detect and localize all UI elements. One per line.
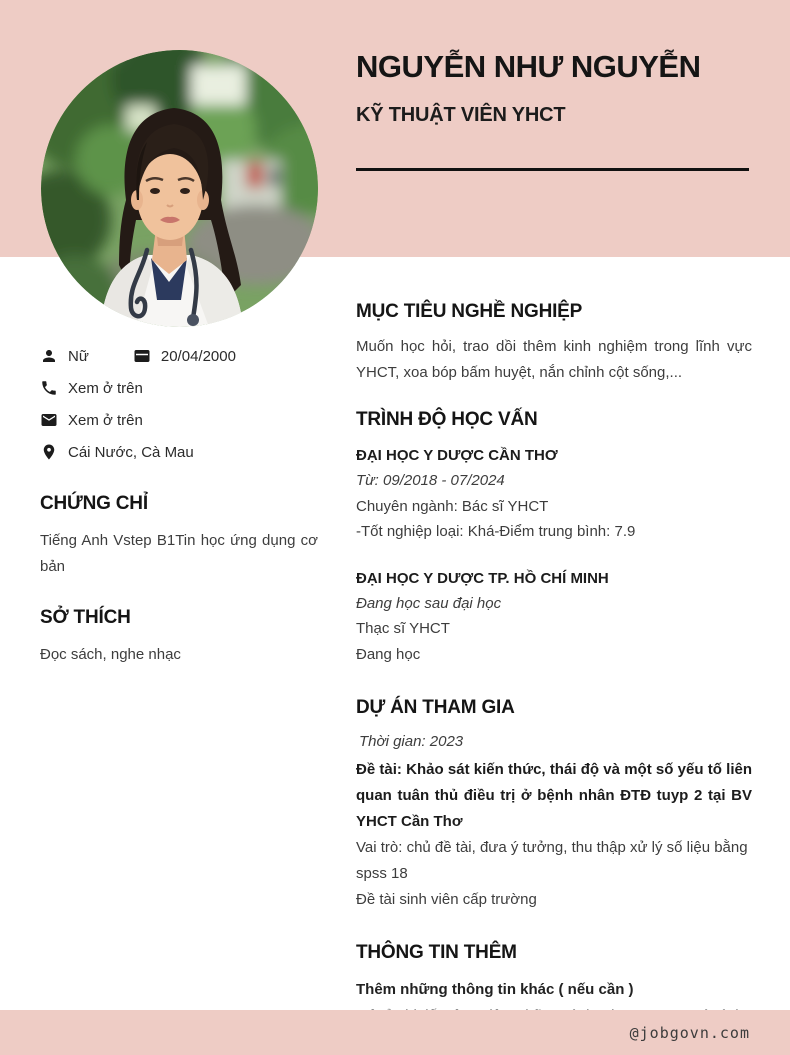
education-status: Đang học [356,645,421,663]
hobbies-body: Đọc sách, nghe nhạc [40,646,181,663]
address-value: Cái Nước, Cà Mau [68,443,194,461]
right-column [356,300,752,1055]
project-note: Đề tài sinh viên cấp trường [356,890,537,908]
project-role: Vai trò: chủ đề tài, đưa ý tưởng, thu thập xử lý số liệu bằng spss 18 [356,838,748,882]
contact-row-email [40,404,318,436]
contact-row-address [40,436,318,468]
hobbies-heading: SỞ THÍCH [40,607,131,628]
project-topic: Đề tài: Khảo sát kiến thức, thái độ và một số yếu tố liên quan tuân thủ điều trị ở bệnh nhân ĐTĐ tuyp 2 tại BV YHCT Cần Thơ [356,760,752,830]
certificates-body: Tiếng Anh Vstep B1Tin học ứng dụng cơ bản [40,532,318,575]
envelope-icon [40,411,58,429]
education-grade: -Tốt nghiệp loại: Khá-Điểm trung bình: 7.9 [356,523,636,540]
calendar-icon [133,347,151,365]
education-school: ĐẠI HỌC Y DƯỢC CẦN THƠ [356,447,558,464]
dob-value: 20/04/2000 [160,347,236,365]
contact-row-gender-dob [40,340,318,372]
education-major: Thạc sĩ YHCT [356,620,450,637]
left-column [40,340,318,668]
certificates-heading: CHỨNG CHỈ [40,493,148,514]
education-entry [356,443,752,545]
phone-icon [40,379,58,397]
job-title: KỸ THUẬT VIÊN YHCT [356,104,566,126]
phone-value: Xem ở trên [68,379,143,397]
projects-heading: DỰ ÁN THAM GIA [356,697,515,718]
email-value: Xem ở trên [68,411,143,429]
education-entry [356,566,752,668]
objective-body: Muốn học hỏi, trao dồi thêm kinh nghiệm trong lĩnh vực YHCT, xoa bóp bấm huyệt, nắn chỉnh cột sống,... [356,338,752,381]
education-major: Chuyên ngành: Bác sĩ YHCT [356,497,549,515]
location-pin-icon [40,443,58,461]
person-icon [40,347,58,365]
education-time: Từ: 09/2018 - 07/2024 [356,472,505,489]
profile-photo-illustration [41,50,318,327]
education-heading: TRÌNH ĐỘ HỌC VẤN [356,409,538,430]
project-time: Thời gian: 2023 [359,733,464,750]
education-time: Đang học sau đại học [356,594,502,612]
footer-bar [0,1010,790,1055]
additional-subtitle: Thêm những thông tin khác ( nếu cần ) [356,981,634,998]
additional-heading: THÔNG TIN THÊM [356,942,517,963]
person-name: NGUYỄN NHƯ NGUYỄN [356,49,701,84]
gender-value: Nữ [68,347,89,365]
education-school: ĐẠI HỌC Y DƯỢC TP. HỒ CHÍ MINH [356,569,609,587]
header-divider [356,168,749,171]
objective-heading: MỤC TIÊU NGHỀ NGHIỆP [356,301,583,322]
contact-row-phone [40,372,318,404]
watermark: @jobgovn.com [629,1023,750,1042]
profile-photo [41,50,318,327]
